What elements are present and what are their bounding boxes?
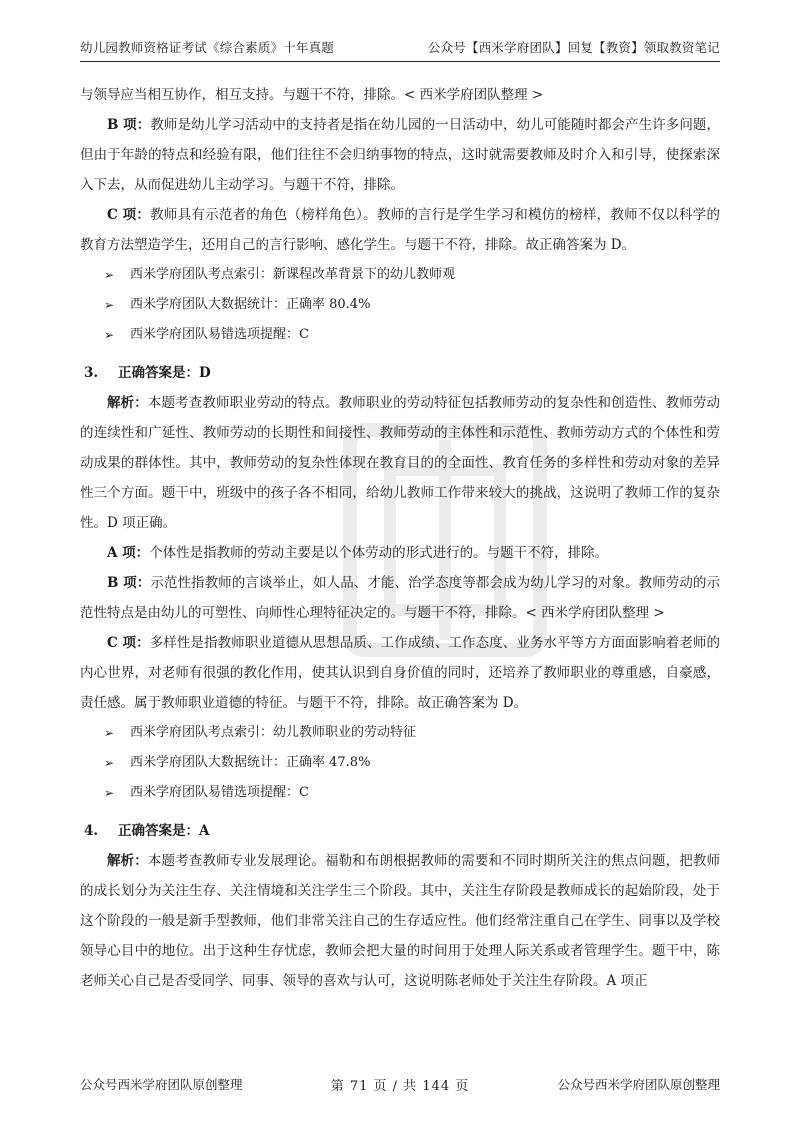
arrow-bullet-icon: ➢: [104, 328, 115, 342]
list-item: [80, 320, 720, 350]
q2-option-c-label: C 项：: [107, 207, 151, 223]
arrow-bullet-icon: ➢: [104, 756, 115, 770]
arrow-bullet-icon: ➢: [104, 726, 115, 740]
q3-option-b-text: 示范性指教师的言谈举止，如人品、才能、治学态度等都会成为幼儿学习的对象。教师劳动的示范性特点是由幼儿的可塑性、向师性心理特征决定的。与题干不符，排除。< 西米学府团队整理 >: [80, 575, 720, 621]
q3-option-c-text: 多样性是指教师职业道德从思想品质、工作成绩、工作态度、业务水平等方方面面影响着老师的内心世界，对老师有很强的教化作用，使其认识到自身价值的同时，还培养了教师职业的尊重感，自豪感，责任感。属于教师职业道德的特征。与题干不符，排除。故正确答案为 D。: [80, 635, 720, 711]
q3-option-a-label: A 项：: [107, 545, 150, 561]
list-item: [80, 748, 720, 778]
q3-number: 3.: [84, 365, 99, 381]
q4-explanation: [80, 846, 720, 996]
page-header: [80, 38, 720, 62]
list-item: [80, 260, 720, 290]
q3-bullet-stats: 西米学府团队大数据统计：正确率 47.8%: [130, 755, 371, 770]
footer-left: 公众号西米学府团队原创整理: [80, 1077, 243, 1092]
q2-option-c: [80, 200, 720, 260]
q2-option-b-label: B 项：: [107, 117, 151, 133]
q3-option-c-label: C 项：: [107, 635, 150, 651]
q2-option-c-text: 教师具有示范者的角色（榜样角色）。教师的言行是学生学习和模仿的榜样，教师不仅以科学的教育方法塑造学生，还用自己的言行影响、感化学生。与题干不符，排除。故正确答案为 D。: [80, 207, 720, 253]
q3-explanation: [80, 388, 720, 538]
list-item: [80, 290, 720, 320]
q3-option-b-label: B 项：: [107, 575, 151, 591]
q3-bullet-warning: 西米学府团队易错选项提醒：C: [130, 785, 309, 800]
footer-right: 公众号西米学府团队原创整理: [557, 1077, 720, 1092]
q2-bullet-stats: 西米学府团队大数据统计：正确率 80.4%: [130, 297, 371, 312]
q3-option-b: [80, 568, 720, 628]
header-right-note: 公众号【西米学府团队】回复【教资】领取教资笔记: [427, 40, 720, 55]
arrow-bullet-icon: ➢: [104, 298, 115, 312]
q3-option-c: [80, 628, 720, 718]
q4-number: 4.: [84, 823, 99, 839]
q3-option-a-text: 个体性是指教师的劳动主要是以个体劳动的形式进行的。与题干不符，排除。: [149, 545, 609, 561]
intro-line: 与领导应当相互协作，相互支持。与题干不符，排除。< 西米学府团队整理 >: [80, 87, 544, 103]
q2-bullet-index: 西米学府团队考点索引：新课程改革背景下的幼儿教师观: [130, 267, 456, 282]
page-content: [80, 80, 720, 996]
q3-bullet-index: 西米学府团队考点索引：幼儿教师职业的劳动特征: [130, 725, 417, 740]
list-item: [80, 718, 720, 748]
page-number: 第 71 页 / 共 144 页: [330, 1079, 470, 1094]
q4-answer: 正确答案是：A: [118, 823, 210, 839]
q2-option-b: [80, 110, 720, 200]
q3-explanation-label: 解析：: [107, 395, 148, 411]
arrow-bullet-icon: ➢: [104, 268, 115, 282]
arrow-bullet-icon: ➢: [104, 786, 115, 800]
q2-bullet-warning: 西米学府团队易错选项提醒：C: [130, 327, 309, 342]
q2-option-b-text: 教师是幼儿学习活动中的支持者是指在幼儿园的一日活动中，幼儿可能随时都会产生许多问题，但由于年龄的特点和经验有限，他们往往不会归纳事物的特点，这时就需要教师及时介入和引导，使探索深入下去，从而促进幼儿主动学习。与题干不符，排除。: [80, 117, 720, 193]
q4-explanation-text: 本题考查教师专业发展理论。福勒和布朗根据教师的需要和不同时期所关注的焦点问题，把教师的成长划分为关注生存、关注情境和关注学生三个阶段。其中，关注生存阶段是教师成长的起始阶段，处于这个阶段的一般是新手型教师，他们非常关注自己的生存适应性。他们经常注重自己在学生、同事以及学校领导心目中的地位。出于这种生存忧虑，教师会把大量的时间用于处理人际关系或者管理学生。题干中，陈老师关心自己是否受同学、同事、领导的喜欢与认可，这说明陈老师处于关注生存阶段。A 项正: [80, 853, 720, 989]
q4-explanation-label: 解析：: [107, 853, 148, 869]
q3-heading: [80, 358, 720, 388]
q4-heading: [80, 816, 720, 846]
list-item: [80, 778, 720, 808]
header-left-title: 幼儿园教师资格证考试《综合素质》十年真题: [80, 40, 335, 55]
q3-answer: 正确答案是：D: [118, 365, 211, 381]
q3-explanation-text: 本题考查教师职业劳动的特点。教师职业的劳动特征包括教师劳动的复杂性和创造性、教师劳动的连续性和广延性、教师劳动的长期性和间接性、教师劳动的主体性和示范性、教师劳动方式的个体性和劳动成果的群体性。其中，教师劳动的复杂性体现在教育目的的全面性、教育任务的多样性和劳动对象的差异性三个方面。题干中，班级中的孩子各不相同，给幼儿教师工作带来较大的挑战，这说明了教师工作的复杂性。D 项正确。: [80, 395, 720, 531]
q3-option-a: [80, 538, 720, 568]
page-footer: [80, 1075, 720, 1094]
